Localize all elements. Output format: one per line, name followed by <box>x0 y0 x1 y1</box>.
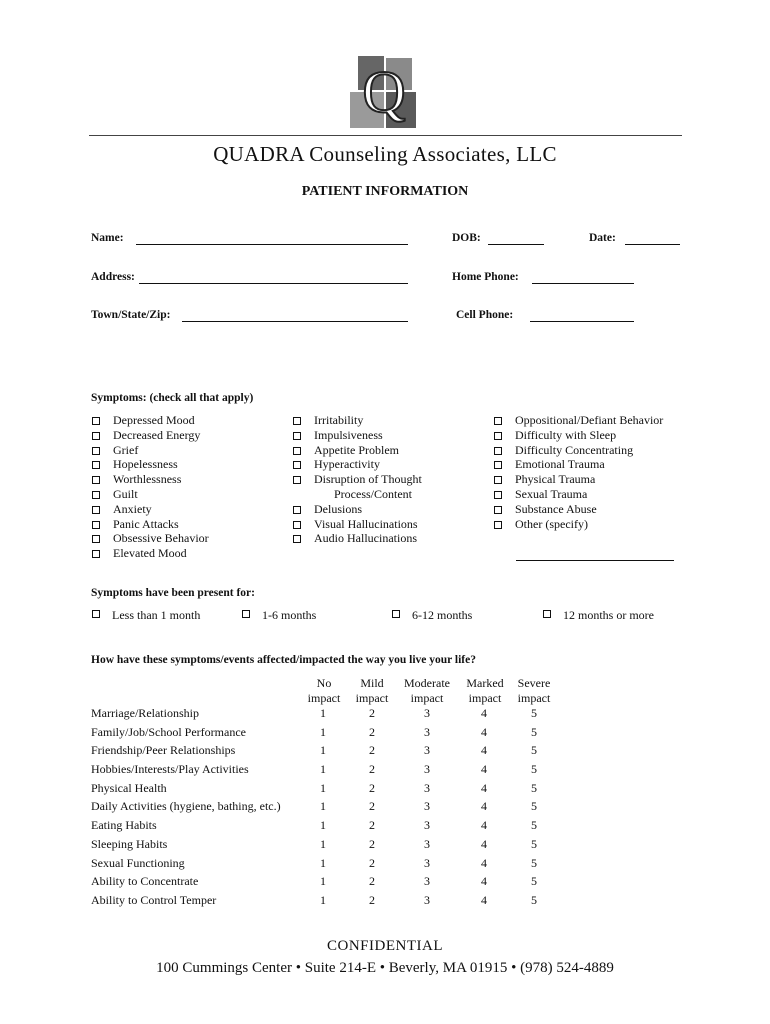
impact-header-none: No impact <box>307 676 341 705</box>
rating-4[interactable]: 4 <box>481 799 487 814</box>
symptom-item[interactable]: Disruption of Thought <box>293 472 483 487</box>
impact-row: Hobbies/Interests/Play Activities 1 2 3 4 5 <box>91 762 571 781</box>
rating-4[interactable]: 4 <box>481 743 487 758</box>
rating-3[interactable]: 3 <box>424 836 430 851</box>
impact-row: Ability to Concentrate 1 2 3 4 5 <box>91 874 571 893</box>
address-label: Address: <box>91 271 135 283</box>
symptom-item[interactable]: Elevated Mood <box>92 546 282 561</box>
rating-4[interactable]: 4 <box>481 706 487 720</box>
checkbox[interactable] <box>92 610 100 618</box>
rating-3[interactable]: 3 <box>424 818 430 833</box>
symptom-item[interactable]: Physical Trauma <box>494 472 694 487</box>
impact-table <box>91 706 571 912</box>
rating-1[interactable]: 1 <box>320 724 326 739</box>
symptom-item[interactable]: Decreased Energy <box>92 428 282 443</box>
rating-4[interactable]: 4 <box>481 724 487 739</box>
rating-1[interactable]: 1 <box>320 743 326 758</box>
rating-2[interactable]: 2 <box>369 874 375 889</box>
cell-phone-label: Cell Phone: <box>456 309 514 321</box>
checkbox[interactable] <box>494 417 502 425</box>
rating-3[interactable]: 3 <box>424 892 430 907</box>
symptom-item[interactable]: Substance Abuse <box>494 502 694 517</box>
checkbox[interactable] <box>92 521 100 529</box>
duration-option-2[interactable]: 1-6 months <box>242 608 316 623</box>
rating-3[interactable]: 3 <box>424 874 430 889</box>
rating-3[interactable]: 3 <box>424 743 430 758</box>
symptom-item[interactable]: Other (specify) <box>494 517 694 532</box>
company-logo <box>348 56 420 130</box>
checkbox[interactable] <box>92 535 100 543</box>
symptoms-column-3 <box>494 413 694 531</box>
rating-2[interactable]: 2 <box>369 780 375 795</box>
checkbox[interactable] <box>92 550 100 558</box>
checkbox[interactable] <box>92 432 100 440</box>
rating-1[interactable]: 1 <box>320 799 326 814</box>
checkbox[interactable] <box>293 506 301 514</box>
checkbox[interactable] <box>494 447 502 455</box>
name-field[interactable] <box>136 244 408 245</box>
home-phone-label: Home Phone: <box>452 271 519 283</box>
rating-5[interactable]: 5 <box>531 799 537 814</box>
checkbox[interactable] <box>92 491 100 499</box>
other-specify-field[interactable] <box>516 560 674 561</box>
impact-row: Daily Activities (hygiene, bathing, etc.) 1 2 3 4 5 <box>91 799 571 818</box>
rating-5[interactable]: 5 <box>531 743 537 758</box>
dob-label: DOB: <box>452 232 481 244</box>
symptom-item[interactable]: Sexual Trauma <box>494 487 694 502</box>
symptom-item[interactable]: Depressed Mood <box>92 413 282 428</box>
rating-5[interactable]: 5 <box>531 724 537 739</box>
symptom-item[interactable]: Emotional Trauma <box>494 457 694 472</box>
symptom-item[interactable]: Difficulty with Sleep <box>494 428 694 443</box>
logo-letter: Q <box>362 59 406 125</box>
rating-5[interactable]: 5 <box>531 762 537 777</box>
rating-3[interactable]: 3 <box>424 724 430 739</box>
checkbox[interactable] <box>293 521 301 529</box>
rating-5[interactable]: 5 <box>531 818 537 833</box>
town-field[interactable] <box>182 321 408 322</box>
symptom-item[interactable]: Impulsiveness <box>293 428 483 443</box>
impact-question: How have these symptoms/events affected/impacted the way you live your life? <box>91 654 476 666</box>
impact-row: Physical Health 1 2 3 4 5 <box>91 781 571 800</box>
checkbox[interactable] <box>494 506 502 514</box>
checkbox[interactable] <box>92 461 100 469</box>
rating-1[interactable]: 1 <box>320 780 326 795</box>
impact-row: Marriage/Relationship 1 2 3 4 5 <box>91 706 571 725</box>
checkbox[interactable] <box>92 506 100 514</box>
impact-header-marked: Marked impact <box>466 676 504 705</box>
rating-1[interactable]: 1 <box>320 818 326 833</box>
symptom-item[interactable]: Anxiety <box>92 502 282 517</box>
rating-3[interactable]: 3 <box>424 762 430 777</box>
header-divider <box>89 135 682 136</box>
symptom-item[interactable]: Panic Attacks <box>92 517 282 532</box>
rating-2[interactable]: 2 <box>369 706 375 720</box>
symptoms-column-1 <box>92 413 282 561</box>
symptoms-column-2 <box>293 413 483 546</box>
rating-3[interactable]: 3 <box>424 799 430 814</box>
rating-5[interactable]: 5 <box>531 892 537 907</box>
town-label: Town/State/Zip: <box>91 309 171 321</box>
rating-3[interactable]: 3 <box>424 706 430 720</box>
rating-4[interactable]: 4 <box>481 855 487 870</box>
rating-1[interactable]: 1 <box>320 874 326 889</box>
footer-address: 100 Cummings Center • Suite 214-E • Beverly, MA 01915 • (978) 524-4889 <box>156 960 614 976</box>
home-phone-field[interactable] <box>532 283 634 284</box>
name-label: Name: <box>91 232 124 244</box>
symptom-item[interactable]: Hopelessness <box>92 457 282 472</box>
impact-header-moderate: Moderate impact <box>404 676 450 705</box>
rating-4[interactable]: 4 <box>481 762 487 777</box>
checkbox[interactable] <box>494 461 502 469</box>
rating-5[interactable]: 5 <box>531 780 537 795</box>
rating-3[interactable]: 3 <box>424 780 430 795</box>
checkbox[interactable] <box>494 491 502 499</box>
checkbox[interactable] <box>494 432 502 440</box>
impact-row: Family/Job/School Performance 1 2 3 4 5 <box>91 725 571 744</box>
checkbox[interactable] <box>293 461 301 469</box>
checkbox[interactable] <box>92 417 100 425</box>
impact-row: Friendship/Peer Relationships 1 2 3 4 5 <box>91 743 571 762</box>
rating-4[interactable]: 4 <box>481 780 487 795</box>
symptom-item[interactable]: Hyperactivity <box>293 457 483 472</box>
checkbox[interactable] <box>92 476 100 484</box>
duration-heading: Symptoms have been present for: <box>91 587 255 599</box>
rating-2[interactable]: 2 <box>369 855 375 870</box>
checkbox[interactable] <box>494 521 502 529</box>
rating-5[interactable]: 5 <box>531 874 537 889</box>
symptom-item[interactable]: Irritability <box>293 413 483 428</box>
checkbox[interactable] <box>494 476 502 484</box>
checkbox[interactable] <box>242 610 250 618</box>
checkbox[interactable] <box>293 417 301 425</box>
impact-row: Eating Habits 1 2 3 4 5 <box>91 818 571 837</box>
rating-2[interactable]: 2 <box>369 892 375 907</box>
confidential-label: CONFIDENTIAL <box>327 938 443 954</box>
rating-2[interactable]: 2 <box>369 836 375 851</box>
rating-4[interactable]: 4 <box>481 836 487 851</box>
duration-option-1[interactable]: Less than 1 month <box>92 608 200 623</box>
checkbox[interactable] <box>92 447 100 455</box>
company-name: QUADRA Counseling Associates, LLC <box>213 142 557 166</box>
symptom-item[interactable]: Appetite Problem <box>293 443 483 458</box>
symptom-item[interactable]: Oppositional/Defiant Behavior <box>494 413 694 428</box>
rating-2[interactable]: 2 <box>369 818 375 833</box>
duration-option-3[interactable]: 6-12 months <box>392 608 472 623</box>
symptom-item[interactable]: Delusions <box>293 502 483 517</box>
rating-3[interactable]: 3 <box>424 855 430 870</box>
checkbox[interactable] <box>293 476 301 484</box>
duration-option-4[interactable]: 12 months or more <box>543 608 654 623</box>
checkbox[interactable] <box>293 447 301 455</box>
symptom-item-continuation: Process/Content <box>334 486 412 501</box>
symptom-item[interactable]: Guilt <box>92 487 282 502</box>
symptom-item[interactable]: Grief <box>92 443 282 458</box>
date-label: Date: <box>589 232 616 244</box>
checkbox[interactable] <box>392 610 400 618</box>
symptom-item[interactable]: Obsessive Behavior <box>92 531 282 546</box>
rating-2[interactable]: 2 <box>369 762 375 777</box>
symptoms-heading: Symptoms: (check all that apply) <box>91 392 254 404</box>
impact-row: Sexual Functioning 1 2 3 4 5 <box>91 856 571 875</box>
rating-5[interactable]: 5 <box>531 855 537 870</box>
rating-4[interactable]: 4 <box>481 892 487 907</box>
symptom-item[interactable]: Difficulty Concentrating <box>494 443 694 458</box>
rating-2[interactable]: 2 <box>369 799 375 814</box>
rating-4[interactable]: 4 <box>481 818 487 833</box>
symptom-item[interactable]: Visual Hallucinations <box>293 517 483 532</box>
dob-field[interactable] <box>488 244 544 245</box>
symptom-item[interactable]: Worthlessness <box>92 472 282 487</box>
rating-2[interactable]: 2 <box>369 743 375 758</box>
impact-row: Ability to Control Temper 1 2 3 4 5 <box>91 893 571 912</box>
rating-1[interactable]: 1 <box>320 706 326 720</box>
impact-row: Sleeping Habits 1 2 3 4 5 <box>91 837 571 856</box>
rating-1[interactable]: 1 <box>320 762 326 777</box>
rating-1[interactable]: 1 <box>320 892 326 907</box>
symptom-item[interactable]: Audio Hallucinations <box>293 531 483 546</box>
rating-2[interactable]: 2 <box>369 724 375 739</box>
rating-1[interactable]: 1 <box>320 836 326 851</box>
impact-header-mild: Mild impact <box>355 676 389 705</box>
rating-5[interactable]: 5 <box>531 706 537 720</box>
checkbox[interactable] <box>543 610 551 618</box>
date-field[interactable] <box>625 244 680 245</box>
cell-phone-field[interactable] <box>530 321 634 322</box>
form-title: PATIENT INFORMATION <box>301 184 469 199</box>
checkbox[interactable] <box>293 432 301 440</box>
rating-5[interactable]: 5 <box>531 836 537 851</box>
checkbox[interactable] <box>293 535 301 543</box>
rating-4[interactable]: 4 <box>481 874 487 889</box>
address-field[interactable] <box>139 283 408 284</box>
impact-header-severe: Severe impact <box>517 676 551 705</box>
rating-1[interactable]: 1 <box>320 855 326 870</box>
